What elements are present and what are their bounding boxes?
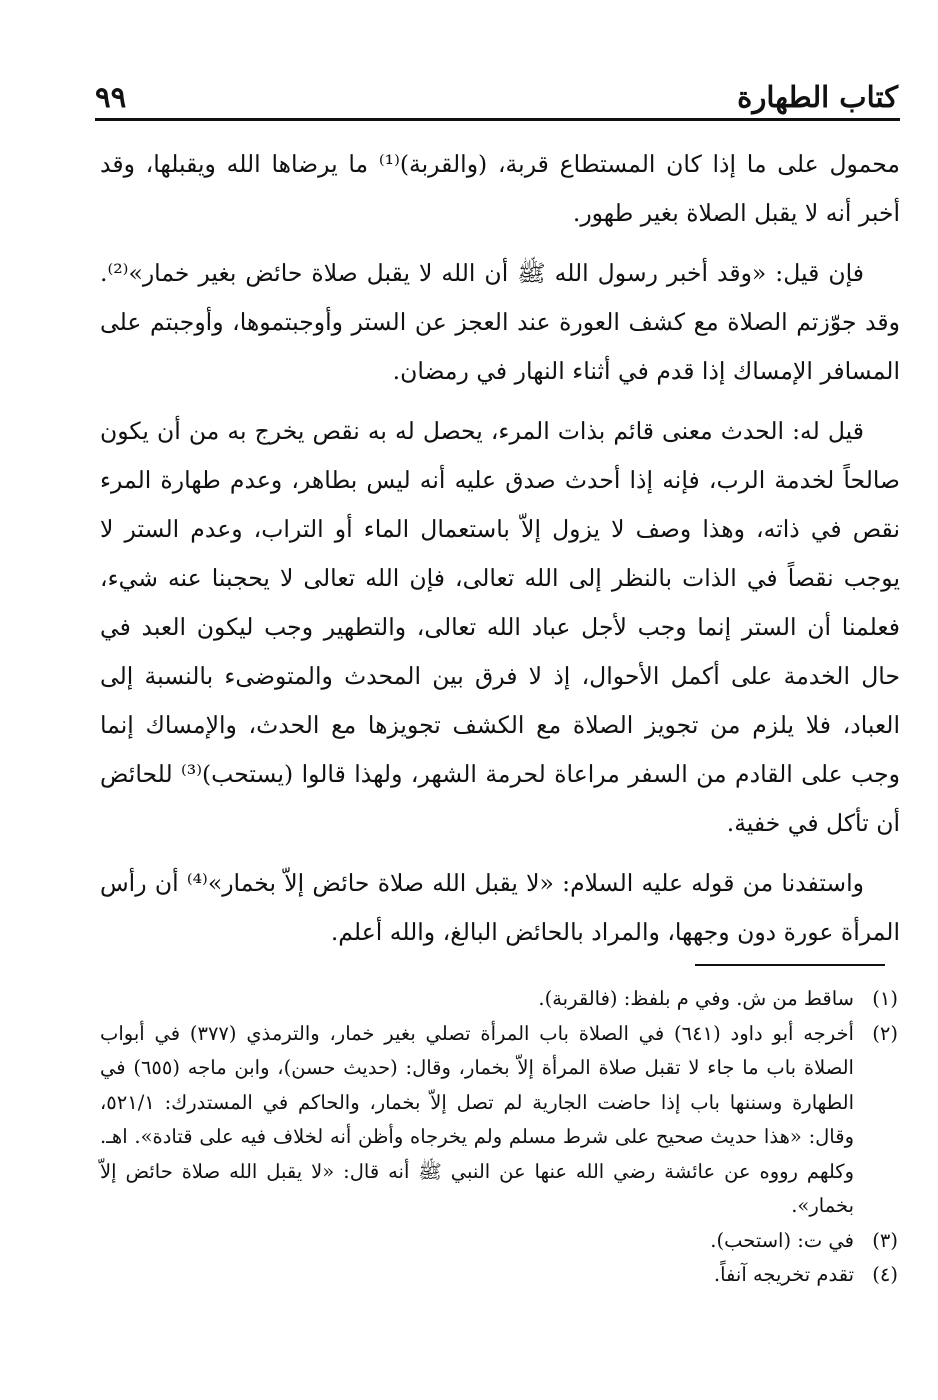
paragraph: قيل له: الحدث معنى قائم بذات المرء، يحصل له به نقص يخرج به من أن يكون صالحاً لخدمة الرب، فإنه إذا أحدث صدق عليه أنه ليس بطاهر، وعدم طهارة المرء نقص في ذاته، وهذا وصف لا يزول إلاّ باستعمال الماء أو التراب، وعدم الستر لا يوجب نقصاً في الذات بالنظر إلى الله تعالى، فإن الله تعالى لا يحجبنا عنه شيء، فعلمنا أن الستر إنما وجب لأجل عباد الله تعالى، والتطهير وجب ليكون العبد في حال الخدمة على أكمل الأحوال، إذ لا فرق بين المحدث والمتوضىء بالنسبة إلى العباد، فلا يلزم من تجويز الصلاة مع الكشف تجويزها مع الحدث، والإمساك إنما وجب على القادم من السفر مراعاة لحرمة الشهر، ولهذا قالوا (يستحب)⁽³⁾ للحائض أن تأكل في خفية. <box>100 417 900 837</box>
footnote-text: أخرجه أبو داود (٦٤١) في الصلاة باب المرأة تصلي بغير خمار، والترمذي (٣٧٧) في أبواب الصلاة باب ما جاء لا تقبل صلاة المرأة إلاّ بخمار، وقال: (حديث حسن)، وابن ماجه (٦٥٥) في الطهارة وسننها باب إذا حاضت الجارية لم تصل إلاّ بخمار، والحاكم في المستدرك: ٥٢١/١، وقال: «هذا حديث صحيح على شرط مسلم ولم يخرجاه وأظن أنه لخلاف فيه على قتادة». اهـ. وكلهم رووه عن عائشة رضي الله عنها عن النبي ﷺ أنه قال: «لا يقبل الله صلاة حائض إلاّ بخمار». <box>100 1021 854 1217</box>
footnote <box>100 1017 898 1224</box>
footnote-number: (١) <box>872 987 898 1010</box>
chapter-title: كتاب الطهارة <box>737 80 898 114</box>
footnote-text: تقدم تخريجه آنفاً. <box>713 1263 854 1286</box>
footnotes <box>100 982 898 1293</box>
paragraph: واستفدنا من قوله عليه السلام: «لا يقبل الله صلاة حائض إلاّ بخمار»⁽⁴⁾ أن رأس المرأة عورة دون وجهها، والمراد بالحائض البالغ، والله أعلم. <box>100 869 900 946</box>
footnote <box>100 1258 898 1293</box>
paragraph: محمول على ما إذا كان المستطاع قربة، (والقربة)⁽¹⁾ ما يرضاها الله ويقبلها، وقد أخبر أنه لا يقبل الصلاة بغير طهور. <box>100 150 900 227</box>
page-header <box>95 62 898 114</box>
footnote-text: في ت: (استحب). <box>710 1228 854 1252</box>
footnote-text: ساقط من ش. وفي م بلفظ: (فالقربة). <box>538 987 854 1010</box>
footnote <box>100 1224 898 1259</box>
footnote-number: (٣) <box>872 1228 898 1252</box>
page-number: ٩٩ <box>95 80 127 114</box>
paragraph: فإن قيل: «وقد أخبر رسول الله ﷺ أن الله لا يقبل صلاة حائض بغير خمار»⁽²⁾. وقد جوّزتم الصلاة مع كشف العورة عند العجز عن الستر وأوجبتموها، وأوجبتم على المسافر الإمساك إذا قدم في أثناء النهار في رمضان. <box>100 259 900 385</box>
footnote-rule <box>695 964 885 966</box>
footnote-number: (٢) <box>872 1021 898 1045</box>
main-text <box>100 140 900 968</box>
footnote <box>100 982 898 1017</box>
footnote-number: (٤) <box>872 1263 898 1286</box>
header-rule <box>95 118 900 121</box>
